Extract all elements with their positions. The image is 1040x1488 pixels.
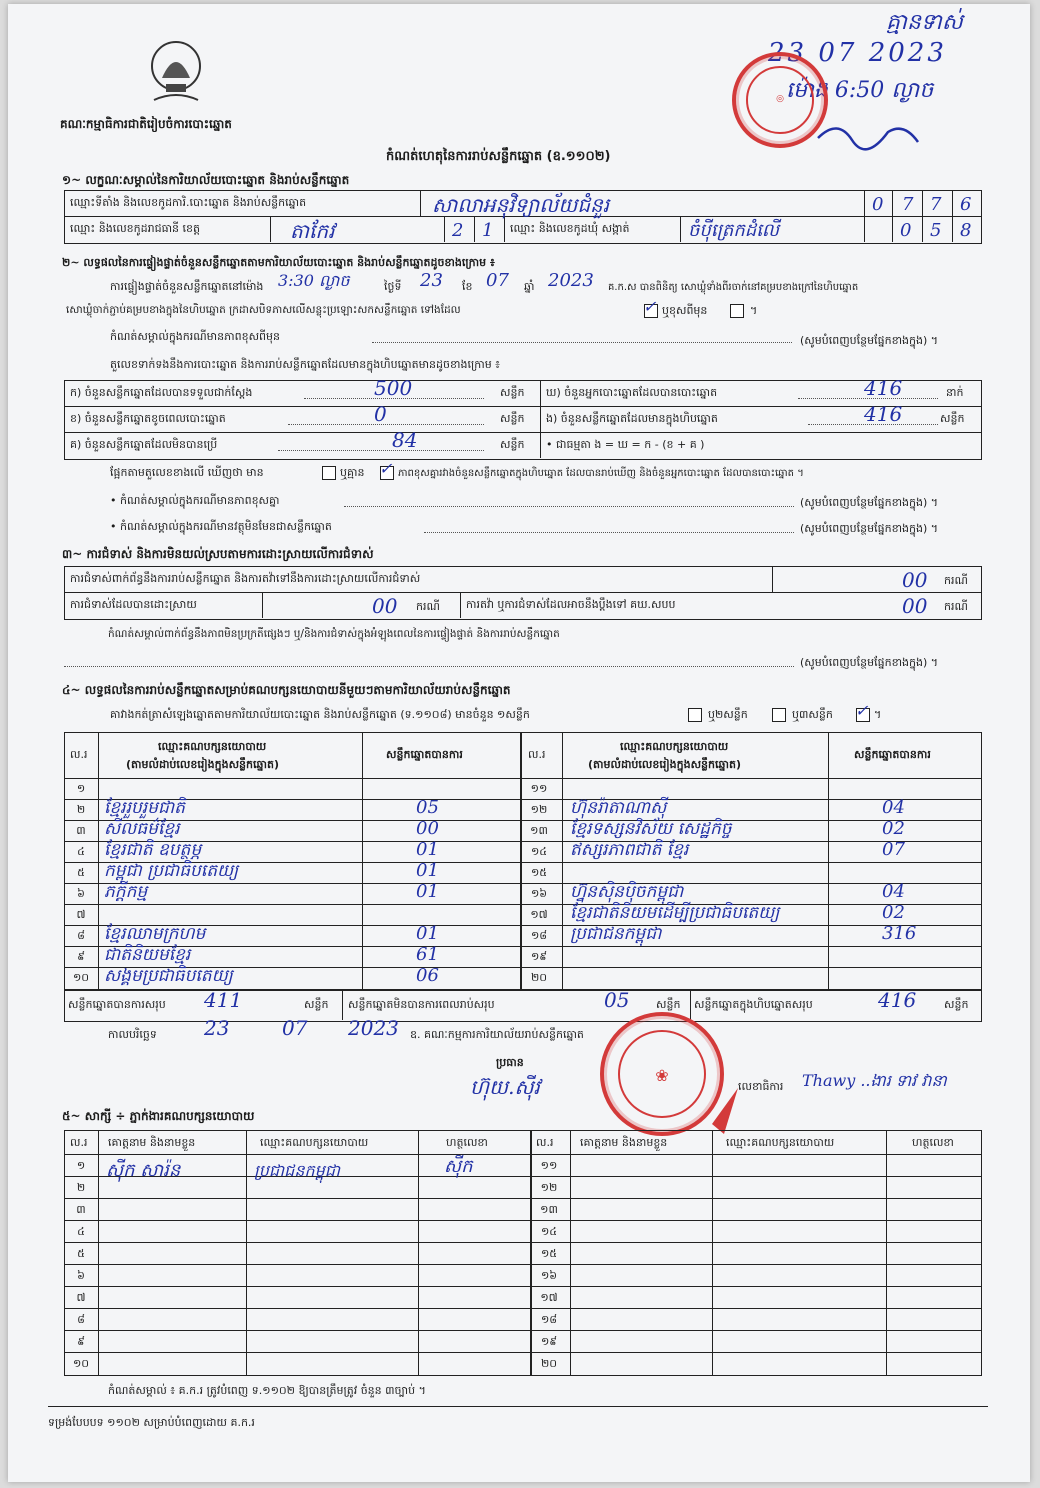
party-votes: 04 [882,881,905,902]
received-signature [808,112,928,152]
w-col-sign-right: ហត្ថលេខា [912,1136,954,1149]
party-name: ហ៊ុនរ៉ាតាណាស៊ី [570,798,667,818]
committee-name: គណៈកម្មាធិការជាតិរៀបចំការបោះឆ្នោត [60,117,232,131]
footer-note: កំណត់សម្គាល់ ៖ គ.ក.រ ត្រូវបំពេញ ទ.១១០២ ឱ្យបានត្រឹមត្រូវ ចំនួន ៣ច្បាប់ ។ [108,1384,426,1397]
party-name: ខ្មែរឈាមក្រហម [104,924,206,944]
appeal-unit: ករណី [944,600,968,613]
objection-value: 00 [902,568,928,592]
row-b-unit: សន្លឹក [500,412,525,425]
party-name: ភក្តីកម្ម [104,882,148,902]
section4-intro: គាវាងកត់ត្រាសំឡេងឆ្នោតតាមការិយាល័យបោះឆ្នោត និងរាប់សន្លឹកឆ្នោត (ទ.១១០៨) មានចំនួន ១សន្លឹក [110,708,530,721]
witness-row-no: ២ [76,1181,86,1194]
appeal-label: ការតវ៉ា ឬការជំទាស់ដែលអាចនឹងប្តឹងទៅ គឃ.សបប [466,598,676,611]
verify-text-a: ការផ្ទៀងផ្ទាត់ចំនួនសន្លឹកឆ្នោតនៅម៉ោង [110,280,264,293]
province-code-1: 2 [452,220,464,241]
party-row-no: ១៦ [530,887,548,900]
party-row-no: ១៤ [530,845,548,858]
row-d-label: ឃ) ចំនួនអ្នកបោះឆ្នោតដែលបានបោះឆ្នោត [546,386,718,399]
witness-row-no: ៦ [77,1269,85,1282]
col-votes-right: សន្លឹកឆ្នោតបានការ [854,748,931,761]
verify-month: 07 [486,270,509,291]
witness1-name: ស៊ីក សារ៉ន [106,1160,181,1181]
date-year: 2023 [348,1016,399,1040]
form-id: ទម្រង់បែបបទ ១១០២ សម្រាប់បំពេញដោយ គ.ក.រ [48,1416,255,1429]
resolved-unit: ករណី [416,600,440,613]
sheets-2-label: ឬ២សន្លឹក [708,708,748,721]
row-c-value: 84 [392,428,418,452]
w-col-party-left: ឈ្មោះគណបក្សនយោបាយ [260,1136,369,1149]
party-row-no: ៧ [76,908,86,921]
witness-row-no: ១ [76,1159,86,1172]
doc-title: កំណត់ហេតុនៃការរាប់សន្លឹកឆ្នោត (ឧ.១១០២) [386,149,611,164]
fill-hint-3: (សូមបំពេញបន្ថែមផ្នែកខាងក្នុង) ។ [800,522,939,535]
w-col-name-left: គោត្តនាម និងនាមខ្លួន [108,1136,196,1149]
w-col-sign-left: ហត្ថលេខា [446,1136,488,1149]
witness-row-no: ១៩ [540,1335,558,1348]
row-b-label: ខ) ចំនួនសន្លឹកឆ្នោតខូចពេលបោះឆ្នោត [70,412,226,425]
location-value: សាលាអនុវិទ្យាល័យជំនួរ [432,193,610,217]
party-row-no: ៦ [77,887,85,900]
party-votes: 04 [882,797,905,818]
witness-row-no: ៥ [77,1247,85,1260]
received-note: គ្មានទាស់ [886,10,963,35]
witness-row-no: ៣ [76,1203,86,1216]
party-name: ជាតិនិយមខ្មែរ [104,945,191,965]
col-party-left: ឈ្មោះគណបក្សនយោបាយ [158,740,267,753]
secretary-label: លេខាធិការ [738,1080,784,1093]
witness-row-no: ១៣ [540,1203,558,1216]
party-name: ខ្មែររួបរួមជាតិ [104,798,185,818]
row-d-value: 416 [864,376,903,400]
chair-label: ប្រធាន [496,1056,524,1069]
irregularity-note: កំណត់សម្គាល់ពាក់ព័ន្ធនឹងភាពមិនប្រក្រតីផ្សេងៗ ឬ/និងការជំទាស់ក្នុងអំឡុងពេលនៃការផ្ទៀងផ្ទាត់ និងការរាប់សន្លឹកឆ្នោត [108,628,560,640]
col-no-left: ល.រ [70,748,88,761]
row-a-label: ក) ចំនួនសន្លឹកឆ្នោតដែលបានទទួលជាក់ស្តែង [70,386,253,399]
party-row-no: ១៩ [530,950,548,963]
result-intro: តួលេខទាក់ទងនឹងការបោះឆ្នោត និងការរាប់សន្លឹកឆ្នោតដែលមានក្នុងហិបឆ្នោតមានដូចខាងក្រោម ៖ [110,358,501,371]
party-name: សីលធម៌ខ្មែរ [104,819,180,839]
party-votes: 02 [882,902,905,923]
objection-label: ការជំទាស់ពាក់ព័ន្ធនឹងការរាប់សន្លឹកឆ្នោត និងការតវ៉ាទៅនឹងការដោះស្រាយលើការជំទាស់ [70,572,421,585]
total-valid-unit: សន្លឹក [304,998,329,1011]
witness-row-no: ១២ [540,1181,558,1194]
party-row-no: ២០ [530,971,548,984]
witness-row-no: ១០ [72,1357,90,1370]
fill-hint-1: (សូមបំពេញបន្ថែមផ្នែកខាងក្នុង) ។ [800,334,939,347]
row-c-unit: សន្លឹក [500,438,525,451]
row-e-value: 416 [864,402,903,426]
section5-title: ៥~ សាក្សី ÷ ភ្នាក់ងារគណបក្សនយោបាយ [62,1109,255,1123]
row-c-label: គ) ចំនួនសន្លឹកឆ្នោតដែលមិនបានប្រើ [70,438,218,451]
appeal-value: 00 [902,594,928,618]
witness-row-no: ១៨ [540,1313,558,1326]
sheets-2-checkbox[interactable] [772,708,786,722]
verify-year: 2023 [548,270,594,291]
party-votes: 06 [416,965,439,986]
party-votes: 02 [882,818,905,839]
commune-code-3: 8 [960,220,972,241]
after-check-b: ឬគ្មាន [340,466,365,479]
form-sheet: គណៈកម្មាធិការជាតិរៀបចំការបោះឆ្នោត កំណត់ហេតុនៃការរាប់សន្លឹកឆ្នោត (ឧ.១១០២) គ្មានទាស់ 23 07 2023 ម៉ោង 6:50 ល្ងាច ◎ ១~ លក្ខណៈសម្គាល់នៃការិយាល័យបោះឆ្នោត និងរាប់សន្លឹកឆ្នោត ឈ្មោះទីតាំង និងលេខកូដការិ.បោះឆ្នោត និងរាប់សន្លឹកឆ្នោត សាលាអនុវិទ្យាល័យជំនួរ 0 7 7 6 ឈ្មោះ និងលេខកូដរាជធានី ខេត្ត តាកែវ 2 1 ឈ្មោះ និងលេខកូដឃុំ សង្កាត់ ចំប៉ីត្រេកដំលើ 0 5 8 ២~ លទ្ធផលនៃការផ្ទៀងផ្ទាត់ចំនួនសន្លឹកឆ្នោតតាមការិយាល័យបោះឆ្នោត និងរាប់សន្លឹកឆ្នោតដូចខាងក្រោម ៖ ការផ្ទៀងផ្ទាត់ចំនួនសន្លឹកឆ្នោតនៅម៉ោង 3:30 ល្ងាច ថ្ងៃទី 23 ខែ 07 ឆ្នាំ 2023 គ.ក.ស បានពិនិត្យ សោឃ្លុំទាំងពីរចាក់នៅគម្របខាងក្រៅនៃហិបឆ្នោត សោឃ្លុំចាក់ភ្ជាប់គម្របខាងក្នុងនៃហិបឆ្នោត ក្រដាសបិទភាសលើសន្លុះប្រឡោះសកសន្លឹកឆ្នោត ទៅងដែល ✓ ឬខុសពីមុន ។ កំណត់សម្គាល់ក្នុងករណីមានភាពខុសពីមុន (សូមបំពេញបន្ថែមផ្នែកខាងក្នុង) ។ តួលេខទាក់ទងនឹងការបោះឆ្នោត និងការរាប់សន្លឹកឆ្នោតដែលមានក្នុងហិបឆ្នោតមានដូចខាងក្រោម ៖ ក) ចំនួនសន្លឹកឆ្នោតដែលបានទទួលជាក់ស្តែង 500 សន្លឹក ខ) ចំនួនសន្លឹកឆ្នោតខូចពេលបោះឆ្នោត 0 សន្លឹក គ) ចំនួនសន្លឹកឆ្នោតដែលមិនបានប្រើ 84 សន្លឹក ឃ) ចំនួនអ្នកបោះឆ្នោតដែលបានបោះឆ្នោត 416 នាក់ ង) ចំនួនសន្លឹកឆ្នោតដែលមានក្នុងហិបឆ្នោត 416 សន្លឹក • ជាធម្មតា ង = ឃ = ក - (ខ + គ ) ផ្អែកតាមតួលេខខាងលើ ឃើញថា មាន ឬគ្មាន ✓ ភាពខុសគ្នារវាងចំនួនសន្លឹកឆ្នោតក្នុងហិបឆ្នោត ដែលបានរាប់ឃើញ និងចំនួនអ្នកបោះឆ្នោត ដែលបានបោះឆ្នោត ។ • កំណត់សម្គាល់ក្នុងករណីមានភាពខុសគ្នា (សូមបំពេញបន្ថែមផ្នែកខាងក្នុង) ។ • កំណត់សម្គាល់ក្នុងករណីមានវត្ថុមិនមែនជាសន្លឹកឆ្នោត (សូមបំពេញបន្ថែមផ្នែកខាងក្នុង) ។ ៣~ ការជំទាស់ និងការមិនយល់ស្របតាមការដោះស្រាយលើការជំទាស់ ការជំទាស់ពាក់ព័ន្ធនឹងការរាប់សន្លឹកឆ្នោត និងការតវ៉ាទៅនឹងការដោះស្រាយលើការជំទាស់ 00 ករណី ការជំទាស់ដែលបានដោះស្រាយ 00 ករណី ការតវ៉ា ឬការជំទាស់ដែលអាចនឹងប្តឹងទៅ គឃ.សបប 00 ករណី កំណត់សម្គាល់ពាក់ព័ន្ធនឹងភាពមិនប្រក្រតីផ្សេងៗ ឬ/និងការជំទាស់ក្នុងអំឡុងពេលនៃការផ្ទៀងផ្ទាត់ និងការរាប់សន្លឹកឆ្នោត (សូមបំពេញបន្ថែមផ្នែកខាងក្នុង) ។ ៤~ លទ្ធផលនៃការរាប់សន្លឹកឆ្នោតសម្រាប់គណបក្សនយោបាយនីមួយៗតាមការិយាល័យរាប់សន្លឹកឆ្នោត គាវាងកត់ត្រាសំឡេងឆ្នោតតាមការិយាល័យបោះឆ្នោត និងរាប់សន្លឹកឆ្នោត (ទ.១១០៨) មានចំនួន ១សន្លឹក ឬ២សន្លឹក ឬ៣សន្លឹក ✓ ។ ល.រ ឈ្មោះគណបក្សនយោបាយ (តាមលំដាប់លេខរៀងក្នុងសន្លឹកឆ្នោត) សន្លឹកឆ្នោតបានការ ល.រ ឈ្មោះគណបក្សនយោបាយ (តាមលំដាប់លេខរៀងក្នុងសន្លឹកឆ្នោត) សន្លឹកឆ្នោតបានការ ១ ១១ ២ ខ្មែររួបរួមជាតិ 05 ១២ ហ៊ុនរ៉ាតាណាស៊ី 04 ៣ សីលធម៌ខ្មែរ 00 ១៣ ខ្មែរទស្សនវិស័យ សេដ្ឋកិច្ច 02 ៤ ខ្មែរជាតិ ឧបត្ថម្ភ 01 ១៤ ឥស្សរភាពជាតិ ខ្មែរ 07 ៥ កម្ពុជា ប្រជាធិបតេយ្យ 01 ១៥ ៦ ភក្តីកម្ម 01 ១៦ ហ្វ៊ុនស៊ិនប៉ិចកម្ពុជា 04 ៧ ១៧ ខ្មែរជាតិនិយមដើម្បីប្រជាធិបតេយ្យ 02 ៨ ខ្មែរឈាមក្រហម 01 ១៨ ប្រជាជនកម្ពុជា 316 ៩ ជាតិនិយមខ្មែរ 61 ១៩ ១០ សង្គមប្រជាធិបតេយ្យ 06 ២០ សន្លឹកឆ្នោតបានការសរុប 411 សន្លឹក សន្លឹកឆ្នោតមិនបានការពេលរាប់សរុប 05 សន្លឹក សន្លឹកឆ្នោតក្នុងហិបឆ្នោតសរុប 416 សន្លឹក កាលបរិច្ឆេទ 23 07 2023 ឧ. គណៈកម្មការការិយាល័យរាប់សន្លឹកឆ្នោត ប្រធាន ហ៊ុយ.ស៊ីវ លេខាធិការ Thawy ..ងារ ទាវ វានា ❀ ៥~ សាក្សី ÷ ភ្នាក់ងារគណបក្សនយោបាយ ល.រ គោត្តនាម និងនាមខ្លួន ឈ្មោះគណបក្សនយោបាយ ហត្ថលេខា ល.រ គោត្តនាម និងនាមខ្លួន ឈ្មោះគណបក្សនយោបាយ ហត្ថលេខា ១ ១១ ២ ១២ ៣ ១៣ ៤ ១៤ ៥ ១៥ ៦ ១៦ ៧ ១៧ ៨ ១៨ ៩ ១៩ ១០ ២០ ស៊ីក សារ៉ន ប្រជាជនកម្ពុជា ស៊ីក កំណត់សម្គាល់ ៖ គ.ក.រ ត្រូវបំពេញ ទ.១១០២ ឱ្យបានត្រឹមត្រូវ ចំនួន ៣ច្បាប់ ។ ទម្រង់បែបបទ ១១០២ សម្រាប់បំពេញដោយ គ.ក.រ [8,4,1030,1482]
party-votes: 316 [882,923,917,944]
row-a-unit: សន្លឹក [500,386,525,399]
party-name: ប្រជាជនកម្ពុជា [570,924,662,944]
formula-note: • ជាធម្មតា ង = ឃ = ក - (ខ + គ ) [546,438,705,451]
total-box-value: 416 [878,988,917,1012]
party-name: ខ្មែរទស្សនវិស័យ សេដ្ឋកិច្ច [570,819,732,839]
row-d-unit: នាក់ [946,386,964,399]
total-invalid-unit: សន្លឹក [656,998,681,1011]
received-time: ម៉ោង 6:50 ល្ងាច [786,78,934,103]
section2-title: ២~ លទ្ធផលនៃការផ្ទៀងផ្ទាត់ចំនួនសន្លឹកឆ្នោតតាមការិយាល័យបោះឆ្នោត និងរាប់សន្លឹកឆ្នោតដូចខាងក្រោម ៖ [62,256,495,269]
committee-sign-label: ឧ. គណៈកម្មការការិយាល័យរាប់សន្លឹកឆ្នោត [410,1028,584,1041]
witness-table [64,1130,982,1376]
note-diff-label: កំណត់សម្គាល់ក្នុងករណីមានភាពខុសពីមុន [110,330,280,343]
same-as-before-checkbox[interactable]: ✓ [643,297,657,316]
date-month: 07 [282,1016,308,1040]
party-row-no: ១៨ [530,929,548,942]
witness-row-no: ១៤ [540,1225,558,1238]
party-row-no: ១២ [530,803,548,816]
party-row-no: ១១ [530,782,548,795]
witness-row-no: ២០ [540,1357,558,1370]
total-valid-value: 411 [204,988,243,1012]
witness1-party: ប្រជាជនកម្ពុជា [254,1161,341,1180]
party-row-no: ៤ [77,845,85,858]
total-invalid-value: 05 [604,988,630,1012]
fill-hint-2: (សូមបំពេញបន្ថែមផ្នែកខាងក្នុង) ។ [800,496,939,509]
party-row-no: ១៧ [530,908,548,921]
resolved-value: 00 [372,594,398,618]
party-row-no: ៨ [77,929,85,942]
witness-row-no: ១៦ [540,1269,558,1282]
col-votes-left: សន្លឹកឆ្នោតបានការ [386,748,463,761]
party-votes: 61 [416,944,439,965]
verify-text-b: ថ្ងៃទី [384,280,402,293]
commune-value: ចំប៉ីត្រេកដំលើ [688,220,780,241]
total-invalid-label: សន្លឹកឆ្នោតមិនបានការពេលរាប់សរុប [348,998,495,1011]
resolved-label: ការជំទាស់ដែលបានដោះស្រាយ [70,598,197,611]
sheets-3-checkbox[interactable]: ✓ [855,701,869,720]
party-votes: 07 [882,839,905,860]
commune-code-1: 0 [900,220,912,241]
w-col-no-right: ល.រ [536,1136,554,1149]
party-row-no: ៥ [77,866,85,879]
location-code-4: 6 [960,194,972,215]
w-col-no-left: ល.រ [70,1136,88,1149]
official-seal-bottom: ❀ [600,1012,724,1136]
party-name: ឥស្សរភាពជាតិ ខ្មែរ [570,840,689,860]
province-label: ឈ្មោះ និងលេខកូដរាជធានី ខេត្ត [70,222,200,235]
secretary-signature: Thawy ..ងារ ទាវ វានា [802,1071,947,1090]
total-box-unit: សន្លឹក [944,998,969,1011]
verify-day: 23 [420,270,443,291]
party-row-no: ១៥ [530,866,548,879]
verify-text-e: គ.ក.ស បានពិនិត្យ សោឃ្លុំទាំងពីរចាក់នៅគម្របខាងក្រៅនៃហិបឆ្នោត [608,282,859,293]
location-label: ឈ្មោះទីតាំង និងលេខកូដការិ.បោះឆ្នោត និងរាប់សន្លឹកឆ្នោត [70,196,307,209]
commune-code-2: 5 [930,220,942,241]
party-votes: 00 [416,818,439,839]
party-votes: 05 [416,797,439,818]
no-diff-checkbox[interactable]: ✓ [379,459,393,478]
section3-title: ៣~ ការជំទាស់ និងការមិនយល់ស្របតាមការដោះស្រាយលើការជំទាស់ [62,547,374,561]
party-row-no: ៣ [76,824,86,837]
chair-signature: ហ៊ុយ.ស៊ីវ [470,1075,540,1099]
after-check-a: ផ្អែកតាមតួលេខខាងលើ ឃើញថា មាន [110,466,264,479]
party-row-no: ៩ [77,950,85,963]
total-valid-label: សន្លឹកឆ្នោតបានការសរុប [68,998,166,1011]
witness-row-no: ១៧ [540,1291,558,1304]
province-value: តាកែវ [290,219,335,243]
row-e-label: ង) ចំនួនសន្លឹកឆ្នោតដែលមានក្នុងហិបឆ្នោត [546,412,718,425]
location-code-3: 7 [930,194,942,215]
section1-title: ១~ លក្ខណៈសម្គាល់នៃការិយាល័យបោះឆ្នោត និងរាប់សន្លឹកឆ្នោត [62,173,350,187]
col-party-sub-left: (តាមលំដាប់លេខរៀងក្នុងសន្លឹកឆ្នោត) [126,758,279,771]
section4-title: ៤~ លទ្ធផលនៃការរាប់សន្លឹកឆ្នោតសម្រាប់គណបក្សនយោបាយនីមួយៗតាមការិយាល័យរាប់សន្លឹកឆ្នោត [62,683,511,697]
row-b-value: 0 [374,402,387,426]
after-check-c: ភាពខុសគ្នារវាងចំនួនសន្លឹកឆ្នោតក្នុងហិបឆ្នោត ដែលបានរាប់ឃើញ និងចំនួនអ្នកបោះឆ្នោត ដែលបានបោះឆ្នោត ។ [398,468,804,479]
no-diff-label: ឬខុសពីមុន [662,304,708,317]
emblem-logo [144,38,208,110]
different-checkbox[interactable] [730,304,744,318]
party-name: សង្គមប្រជាធិបតេយ្យ [104,966,233,986]
party-name: ហ្វ៊ុនស៊ិនប៉ិចកម្ពុជា [570,882,684,902]
bullet-diff: • កំណត់សម្គាល់ក្នុងករណីមានភាពខុសគ្នា [110,494,280,507]
verify-text-d: ឆ្នាំ [524,280,535,293]
w-col-name-right: គោត្តនាម និងនាមខ្លួន [580,1136,668,1149]
witness-row-no: ១៥ [540,1247,558,1260]
date-label: កាលបរិច្ឆេទ [108,1028,157,1041]
witness-row-no: ៤ [77,1225,85,1238]
sheets-1-checkbox[interactable] [688,708,702,722]
col-party-sub-right: (តាមលំដាប់លេខរៀងក្នុងសន្លឹកឆ្នោត) [588,758,741,771]
party-votes: 01 [416,839,439,860]
totals-row [64,990,982,1022]
witness-row-no: ៧ [76,1291,86,1304]
party-name: ខ្មែរជាតិ ឧបត្ថម្ភ [104,840,202,860]
row-a-value: 500 [374,376,413,400]
objection-unit: ករណី [944,574,968,587]
bullet-foreign: • កំណត់សម្គាល់ក្នុងករណីមានវត្ថុមិនមែនជាសន្លឹកឆ្នោត [110,520,332,533]
received-date: 23 07 2023 [768,38,947,68]
witness-row-no: ១១ [540,1159,558,1172]
party-votes: 01 [416,881,439,902]
witness-row-no: ៩ [77,1335,85,1348]
witness1-signature: ស៊ីក [444,1156,473,1177]
party-votes: 01 [416,923,439,944]
verify-line2: សោឃ្លុំចាក់ភ្ជាប់គម្របខាងក្នុងនៃហិបឆ្នោត ក្រដាសបិទភាសលើសន្លុះប្រឡោះសកសន្លឹកឆ្នោត ទៅងដែល [66,304,461,316]
witness-row-no: ៨ [77,1313,85,1326]
party-row-no: ១០ [72,971,90,984]
row-e-unit: សន្លឹក [940,412,965,425]
party-row-no: ២ [76,803,86,816]
w-col-party-right: ឈ្មោះគណបក្សនយោបាយ [726,1136,835,1149]
sheets-3-label: ឬ៣សន្លឹក [792,708,833,721]
party-name: ខ្មែរជាតិនិយមដើម្បីប្រជាធិបតេយ្យ [570,903,780,923]
commune-label: ឈ្មោះ និងលេខកូដឃុំ សង្កាត់ [510,222,630,235]
location-code-1: 0 [872,194,884,215]
province-code-2: 1 [482,220,494,241]
verify-time: 3:30 ល្ងាច [278,271,350,290]
location-code-2: 7 [902,194,914,215]
verify-text-c: ខែ [462,280,473,293]
has-diff-checkbox[interactable] [322,466,336,480]
col-no-right: ល.រ [528,748,546,761]
official-seal-top: ◎ [732,52,828,148]
party-row-no: ១ [76,782,86,795]
fill-hint-4: (សូមបំពេញបន្ថែមផ្នែកខាងក្នុង) ។ [800,656,939,669]
total-box-label: សន្លឹកឆ្នោតក្នុងហិបឆ្នោតសរុប [694,998,813,1011]
party-votes: 01 [416,860,439,881]
party-row-no: ១៣ [530,824,548,837]
col-party-right: ឈ្មោះគណបក្សនយោបាយ [620,740,729,753]
date-day: 23 [204,1016,230,1040]
party-name: កម្ពុជា ប្រជាធិបតេយ្យ [104,861,239,881]
